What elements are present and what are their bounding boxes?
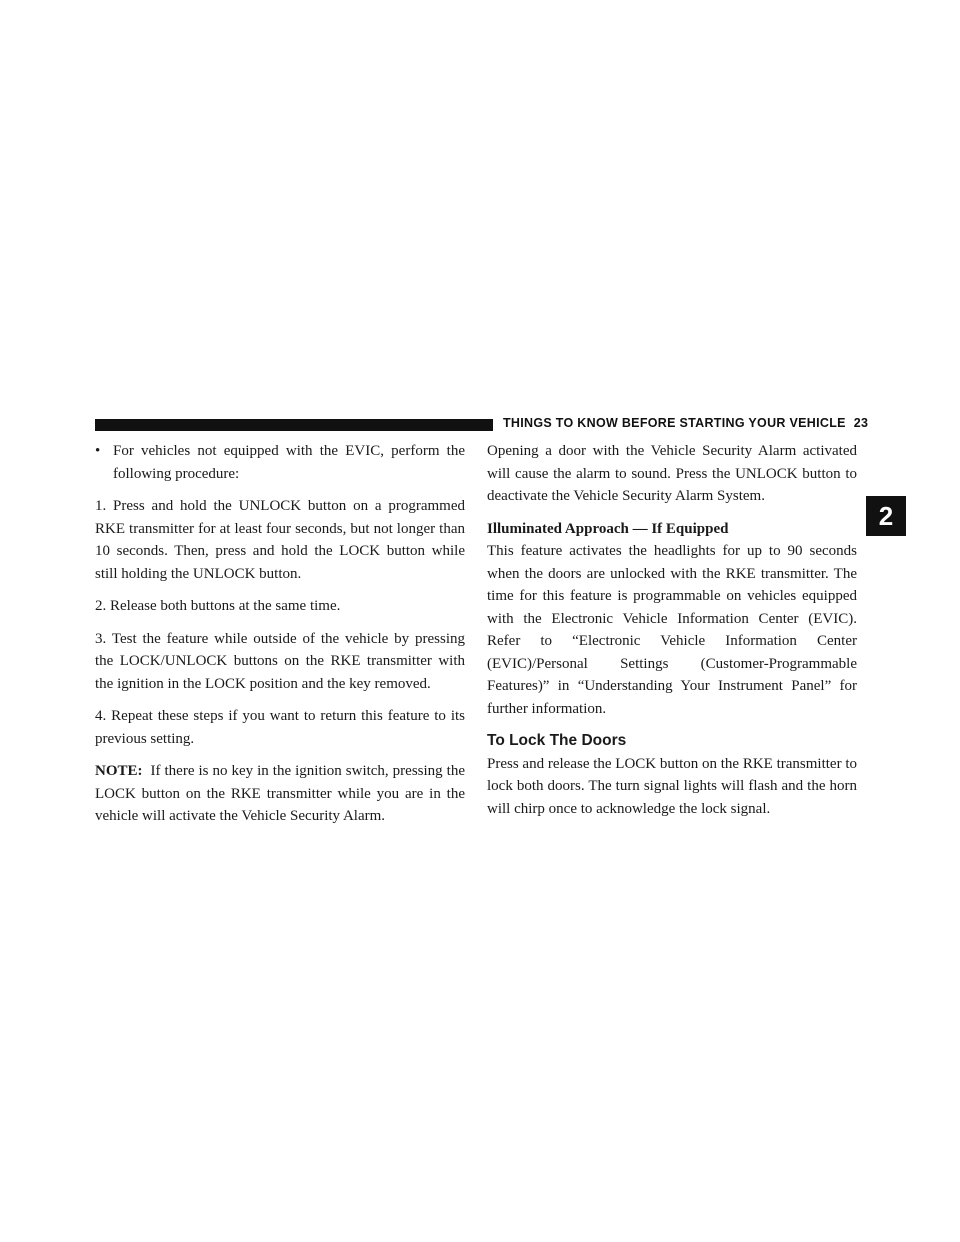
left-column [95, 440, 465, 838]
header-rule [95, 419, 493, 431]
note-text: If there is no key in the ignition switch, pressing the LOCK button on the RKE transmitter while you are in the vehicle will activate the Vehicle Security Alarm. [95, 763, 465, 824]
header-title: THINGS TO KNOW BEFORE STARTING YOUR VEHICLE [503, 416, 846, 430]
step-2: 2. Release both buttons at the same time. [95, 598, 341, 614]
lock-doors-text: Press and release the LOCK button on the RKE transmitter to lock both doors. The turn signal lights will flash and the horn will chirp once to acknowledge the lock signal. [487, 755, 857, 817]
bullet-icon: • [95, 443, 101, 459]
right-column [487, 440, 857, 830]
illuminated-approach-text: This feature activates the headlights for up to 90 seconds when the doors are unlocked with the RKE transmitter. The time for this feature is programmable on vehicles equipped with the Electronic Vehicle Information Center (EVIC). Refer to “Electronic Vehicle Information Center (EVIC)/Personal Settings (Customer-Programmable Features)” in “Understanding Your Instrument Panel” for further information. [487, 543, 857, 717]
illuminated-approach-heading: Illuminated Approach — If Equipped [487, 520, 729, 537]
bullet-text: For vehicles not equipped with the EVIC, perform the following procedure: [113, 443, 465, 482]
page-number: 23 [853, 416, 869, 430]
step-4: 4. Repeat these steps if you want to return this feature to its previous setting. [95, 708, 465, 747]
step-3: 3. Test the feature while outside of the vehicle by pressing the LOCK/UNLOCK buttons on the RKE transmitter with the ignition in the LOCK position and the key removed. [95, 630, 465, 692]
alarm-continuation: Opening a door with the Vehicle Security Alarm activated will cause the alarm to sound. Press the UNLOCK button to deactivate the Vehicle Security Alarm System. [487, 443, 857, 504]
chapter-tab: 2 [866, 496, 906, 536]
note-label: NOTE: [95, 763, 143, 779]
note [95, 760, 465, 828]
lock-doors-heading: To Lock The Doors [487, 732, 627, 749]
step-1: 1. Press and hold the UNLOCK button on a programmed RKE transmitter for at least four seconds, but not longer than 10 seconds. Then, press and hold the LOCK button while still holding the UNLOCK button. [95, 498, 465, 582]
running-header [503, 416, 868, 430]
bullet-item [95, 440, 465, 485]
